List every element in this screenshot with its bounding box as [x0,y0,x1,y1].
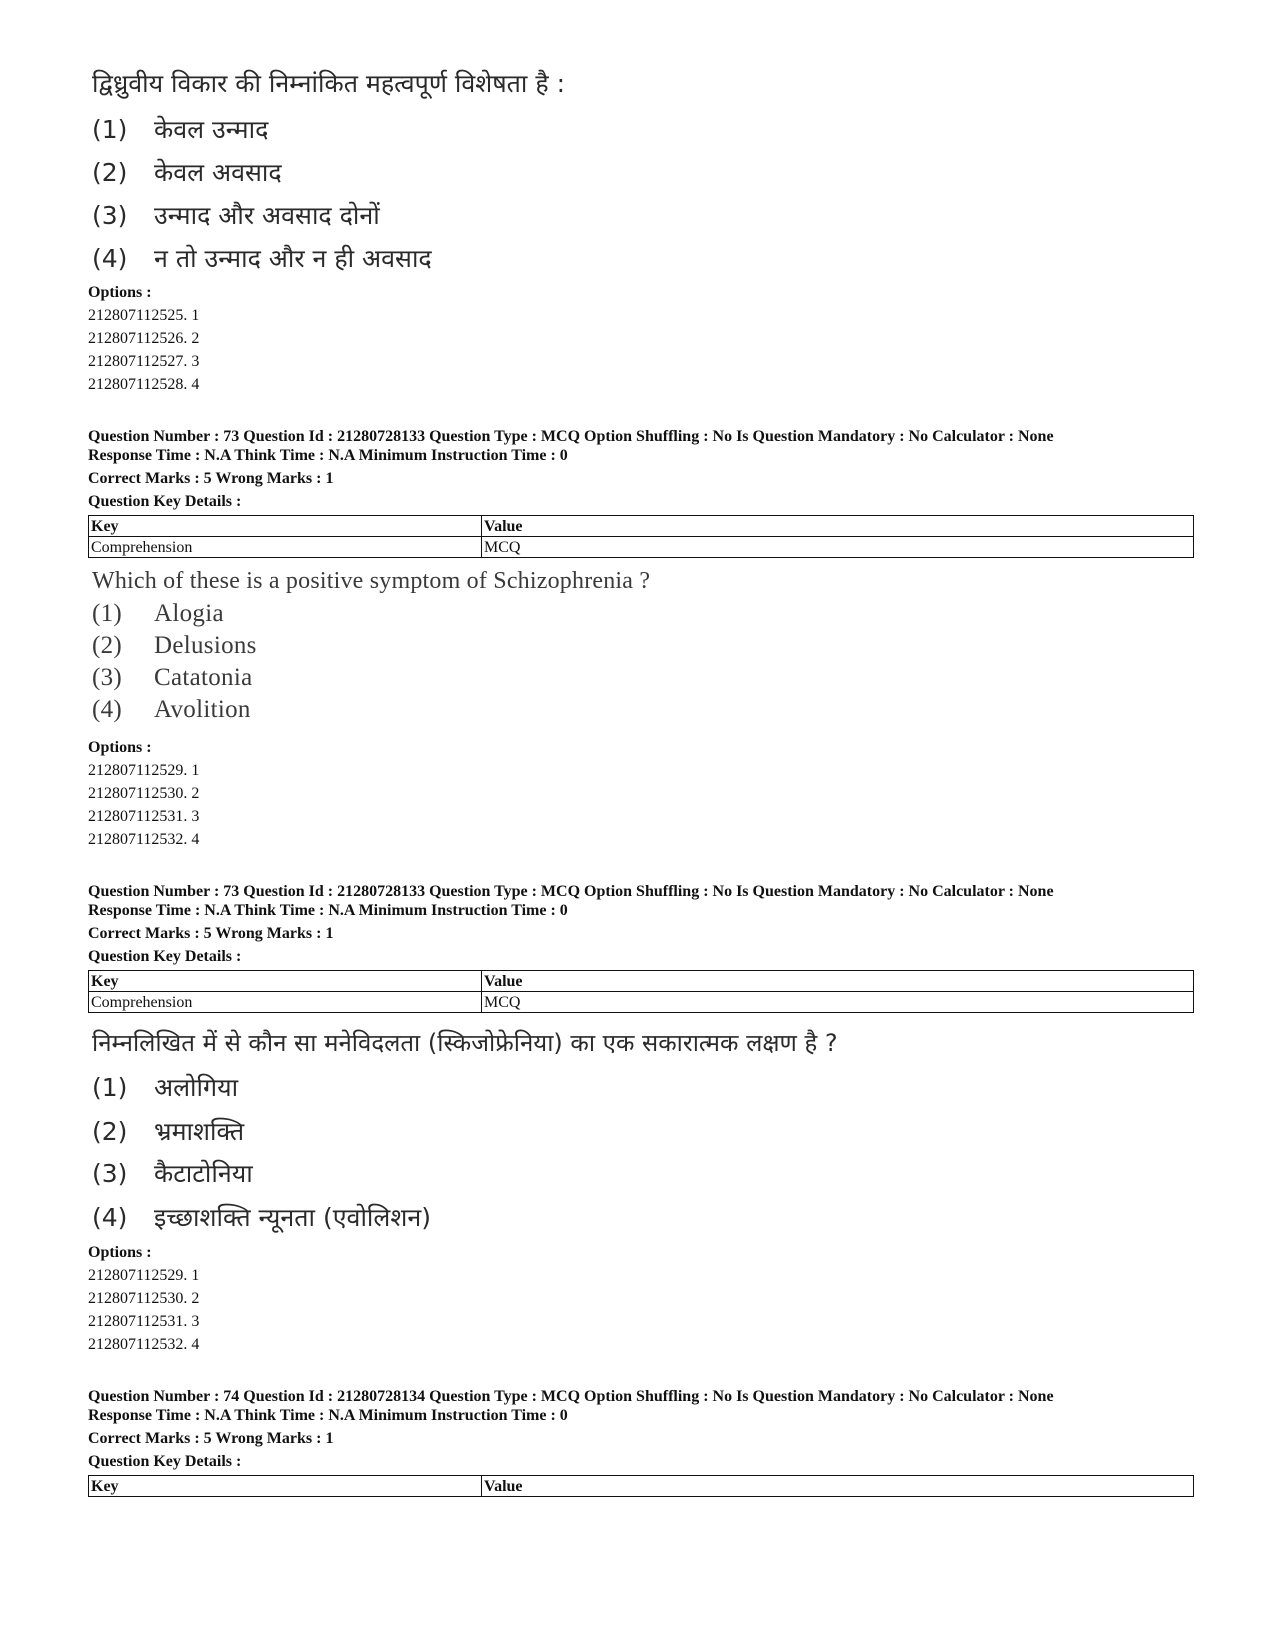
option-3: (3) Catatonia [92,664,253,691]
key-header: Key [89,516,482,537]
options-label: Options : [88,284,152,301]
value-header: Value [482,1476,1194,1497]
key-value-table [88,970,1194,1013]
option-4: (4) Avolition [92,696,251,723]
option-id: 212807112529. 1 [88,1267,200,1284]
option-id: 212807112529. 1 [88,762,200,779]
question-meta-line1: Question Number : 73 Question Id : 21280728133 Question Type : MCQ Option Shuffling : No Is Question Mandatory : No Calculator : None [88,428,1054,445]
option-4: (4) इच्छाशक्ति न्यूनता (एवोलिशन) [92,1203,431,1232]
key-cell: Comprehension [89,537,482,558]
option-1: (1) Alogia [92,600,224,627]
value-header: Value [482,516,1194,537]
option-id: 212807112531. 3 [88,1313,200,1330]
question-key-details-label: Question Key Details : [88,1453,242,1470]
key-value-table [88,1475,1194,1497]
key-header: Key [89,1476,482,1497]
option-3: (3) कैटाटोनिया [92,1159,253,1188]
question-meta-line1: Question Number : 73 Question Id : 21280728133 Question Type : MCQ Option Shuffling : No Is Question Mandatory : No Calculator : None [88,883,1054,900]
option-id: 212807112531. 3 [88,808,200,825]
question-marks: Correct Marks : 5 Wrong Marks : 1 [88,470,334,487]
question-marks: Correct Marks : 5 Wrong Marks : 1 [88,1430,334,1447]
option-id: 212807112527. 3 [88,353,200,370]
question-meta-line2: Response Time : N.A Think Time : N.A Minimum Instruction Time : 0 [88,902,568,919]
option-1: (1) अलोगिया [92,1073,239,1102]
key-header: Key [89,971,482,992]
option-2: (2) केवल अवसाद [92,158,282,187]
options-label: Options : [88,739,152,756]
key-value-table [88,515,1194,558]
question-meta-line1: Question Number : 74 Question Id : 21280728134 Question Type : MCQ Option Shuffling : No Is Question Mandatory : No Calculator : None [88,1388,1054,1405]
value-cell: MCQ [482,537,1194,558]
option-3: (3) उन्माद और अवसाद दोनों [92,201,380,230]
value-header: Value [482,971,1194,992]
question-stem: Which of these is a positive symptom of Schizophrenia ? [92,568,651,594]
option-id: 212807112526. 2 [88,330,200,347]
question-marks: Correct Marks : 5 Wrong Marks : 1 [88,925,334,942]
question-stem: निम्नलिखित में से कौन सा मनेविदलता (स्किजोफ्रेनिया) का एक सकारात्मक लक्षण है ? [92,1029,838,1057]
option-4: (4) न तो उन्माद और न ही अवसाद [92,244,432,273]
option-2: (2) Delusions [92,632,257,659]
option-1: (1) केवल उन्माद [92,115,269,144]
option-id: 212807112525. 1 [88,307,200,324]
option-2: (2) भ्रमाशक्ति [92,1117,245,1146]
question-stem: द्विध्रुवीय विकार की निम्नांकित महत्वपूर्ण विशेषता है : [92,69,566,98]
question-key-details-label: Question Key Details : [88,493,242,510]
question-key-details-label: Question Key Details : [88,948,242,965]
key-cell: Comprehension [89,992,482,1013]
value-cell: MCQ [482,992,1194,1013]
question-meta-line2: Response Time : N.A Think Time : N.A Minimum Instruction Time : 0 [88,1407,568,1424]
option-id: 212807112530. 2 [88,1290,200,1307]
option-id: 212807112532. 4 [88,1336,200,1353]
option-id: 212807112528. 4 [88,376,200,393]
option-id: 212807112530. 2 [88,785,200,802]
options-label: Options : [88,1244,152,1261]
option-id: 212807112532. 4 [88,831,200,848]
question-meta-line2: Response Time : N.A Think Time : N.A Minimum Instruction Time : 0 [88,447,568,464]
